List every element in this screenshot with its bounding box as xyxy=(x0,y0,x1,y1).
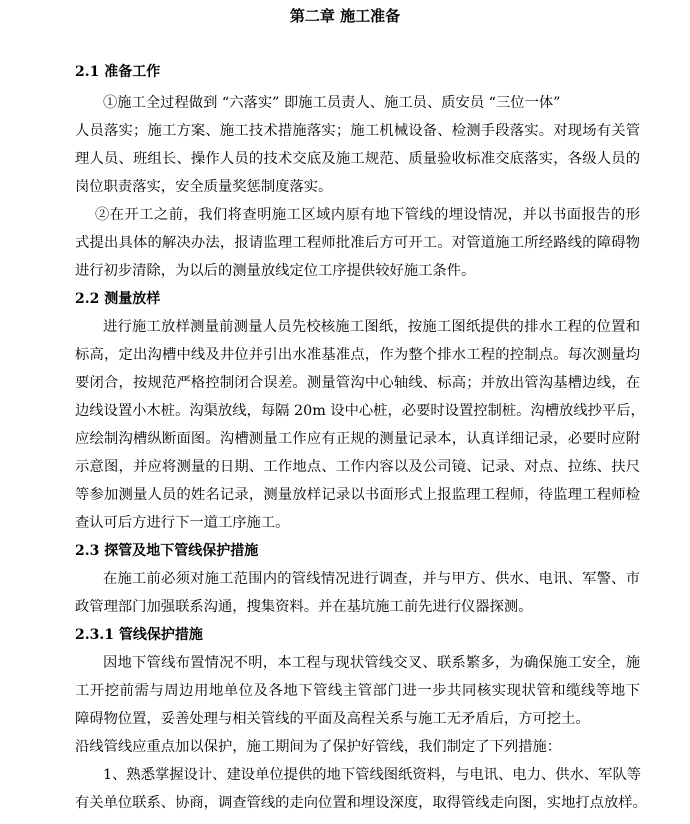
paragraph-line: 障碍物位置，妥善处理与相关管线的平面及高程关系与施工无矛盾后，方可挖土。 xyxy=(75,711,590,727)
paragraph-line: 理人员、班组长、操作人员的技术交底及施工规范、质量验收标准交底落实，各级人员的 xyxy=(75,151,640,167)
chapter-title: 第二章 施工准备 xyxy=(289,7,401,25)
paragraph-line: 边线设置小木桩。沟渠放线，每隔 20m 设中心桩，必要时设置控制桩。沟槽放线抄平后， xyxy=(75,403,645,419)
paragraph-line: ①施工全过程做到 “六落实” 即施工员责人、施工员、质安员 “三位一体” xyxy=(103,95,561,111)
paragraph-line: 要闭合，按规范严格控制闭合误差。测量管沟中心轴线、标高；并放出管沟基槽边线，在 xyxy=(75,375,640,391)
paragraph-line: 在施工前必须对施工范围内的管线情况进行调查，并与甲方、供水、电讯、军警、市 xyxy=(103,571,640,587)
paragraph-line: 工开挖前需与周边用地单位及各地下管线主管部门进一步共同核实现状管和缆线等地下 xyxy=(75,683,640,699)
section-heading-2-1: 2.1 准备工作 xyxy=(75,64,161,80)
paragraph-line: 1、熟悉掌握设计、建设单位提供的地下管线图纸资料，与电讯、电力、供水、军队等 xyxy=(103,767,642,783)
paragraph-line: ②在开工之前，我们将查明施工区域内原有地下管线的埋设情况，并以书面报告的形 xyxy=(95,207,640,223)
section-heading-2-3-1: 2.3.1 管线保护措施 xyxy=(75,627,203,643)
paragraph-line: 岗位职责落实，安全质量奖惩制度落实。 xyxy=(75,179,333,195)
paragraph-line: 应绘制沟槽纵断面图。沟槽测量工作应有正规的测量记录本，认真详细记录，必要时应附 xyxy=(75,431,640,447)
paragraph-line: 因地下管线布置情况不明，本工程与现状管线交叉、联系繁多，为确保施工安全，施 xyxy=(103,655,640,671)
paragraph-line: 进行施工放样测量前测量人员先校核施工图纸，按施工图纸提供的排水工程的位置和 xyxy=(103,319,640,335)
section-heading-2-2: 2.2 测量放样 xyxy=(75,291,161,307)
paragraph-line: 标高，定出沟槽中线及井位并引出水准基准点，作为整个排水工程的控制点。每次测量均 xyxy=(75,347,640,363)
paragraph-line: 示意图，并应将测量的日期、工作地点、工作内容以及公司镜、记录、对点、拉练、扶尺 xyxy=(75,459,640,475)
paragraph-line: 有关单位联系、协商，调查管线的走向位置和埋设深度，取得管线走向图，实地打点放样。 xyxy=(75,795,647,811)
paragraph-line: 查认可后方进行下一道工序施工。 xyxy=(75,515,290,531)
paragraph-line: 进行初步清除，为以后的测量放线定位工序提供较好施工条件。 xyxy=(75,263,476,279)
paragraph-line: 人员落实；施工方案、施工技术措施落实；施工机械设备、检测手段落实。对现场有关管 xyxy=(75,123,640,139)
paragraph-line: 政管理部门加强联系沟通，搜集资料。并在基坑施工前先进行仪器探测。 xyxy=(75,599,533,615)
paragraph-line: 沿线管线应重点加以保护，施工期间为了保护好管线，我们制定了下列措施： xyxy=(75,739,562,755)
section-heading-2-3: 2.3 探管及地下管线保护措施 xyxy=(75,543,259,559)
paragraph-line: 等参加测量人员的姓名记录，测量放样记录以书面形式上报监理工程师，待监理工程师检 xyxy=(75,487,640,503)
paragraph-line: 式提出具体的解决办法，报请监理工程师批准后方可开工。对管道施工所经路线的障碍物 xyxy=(75,235,640,251)
